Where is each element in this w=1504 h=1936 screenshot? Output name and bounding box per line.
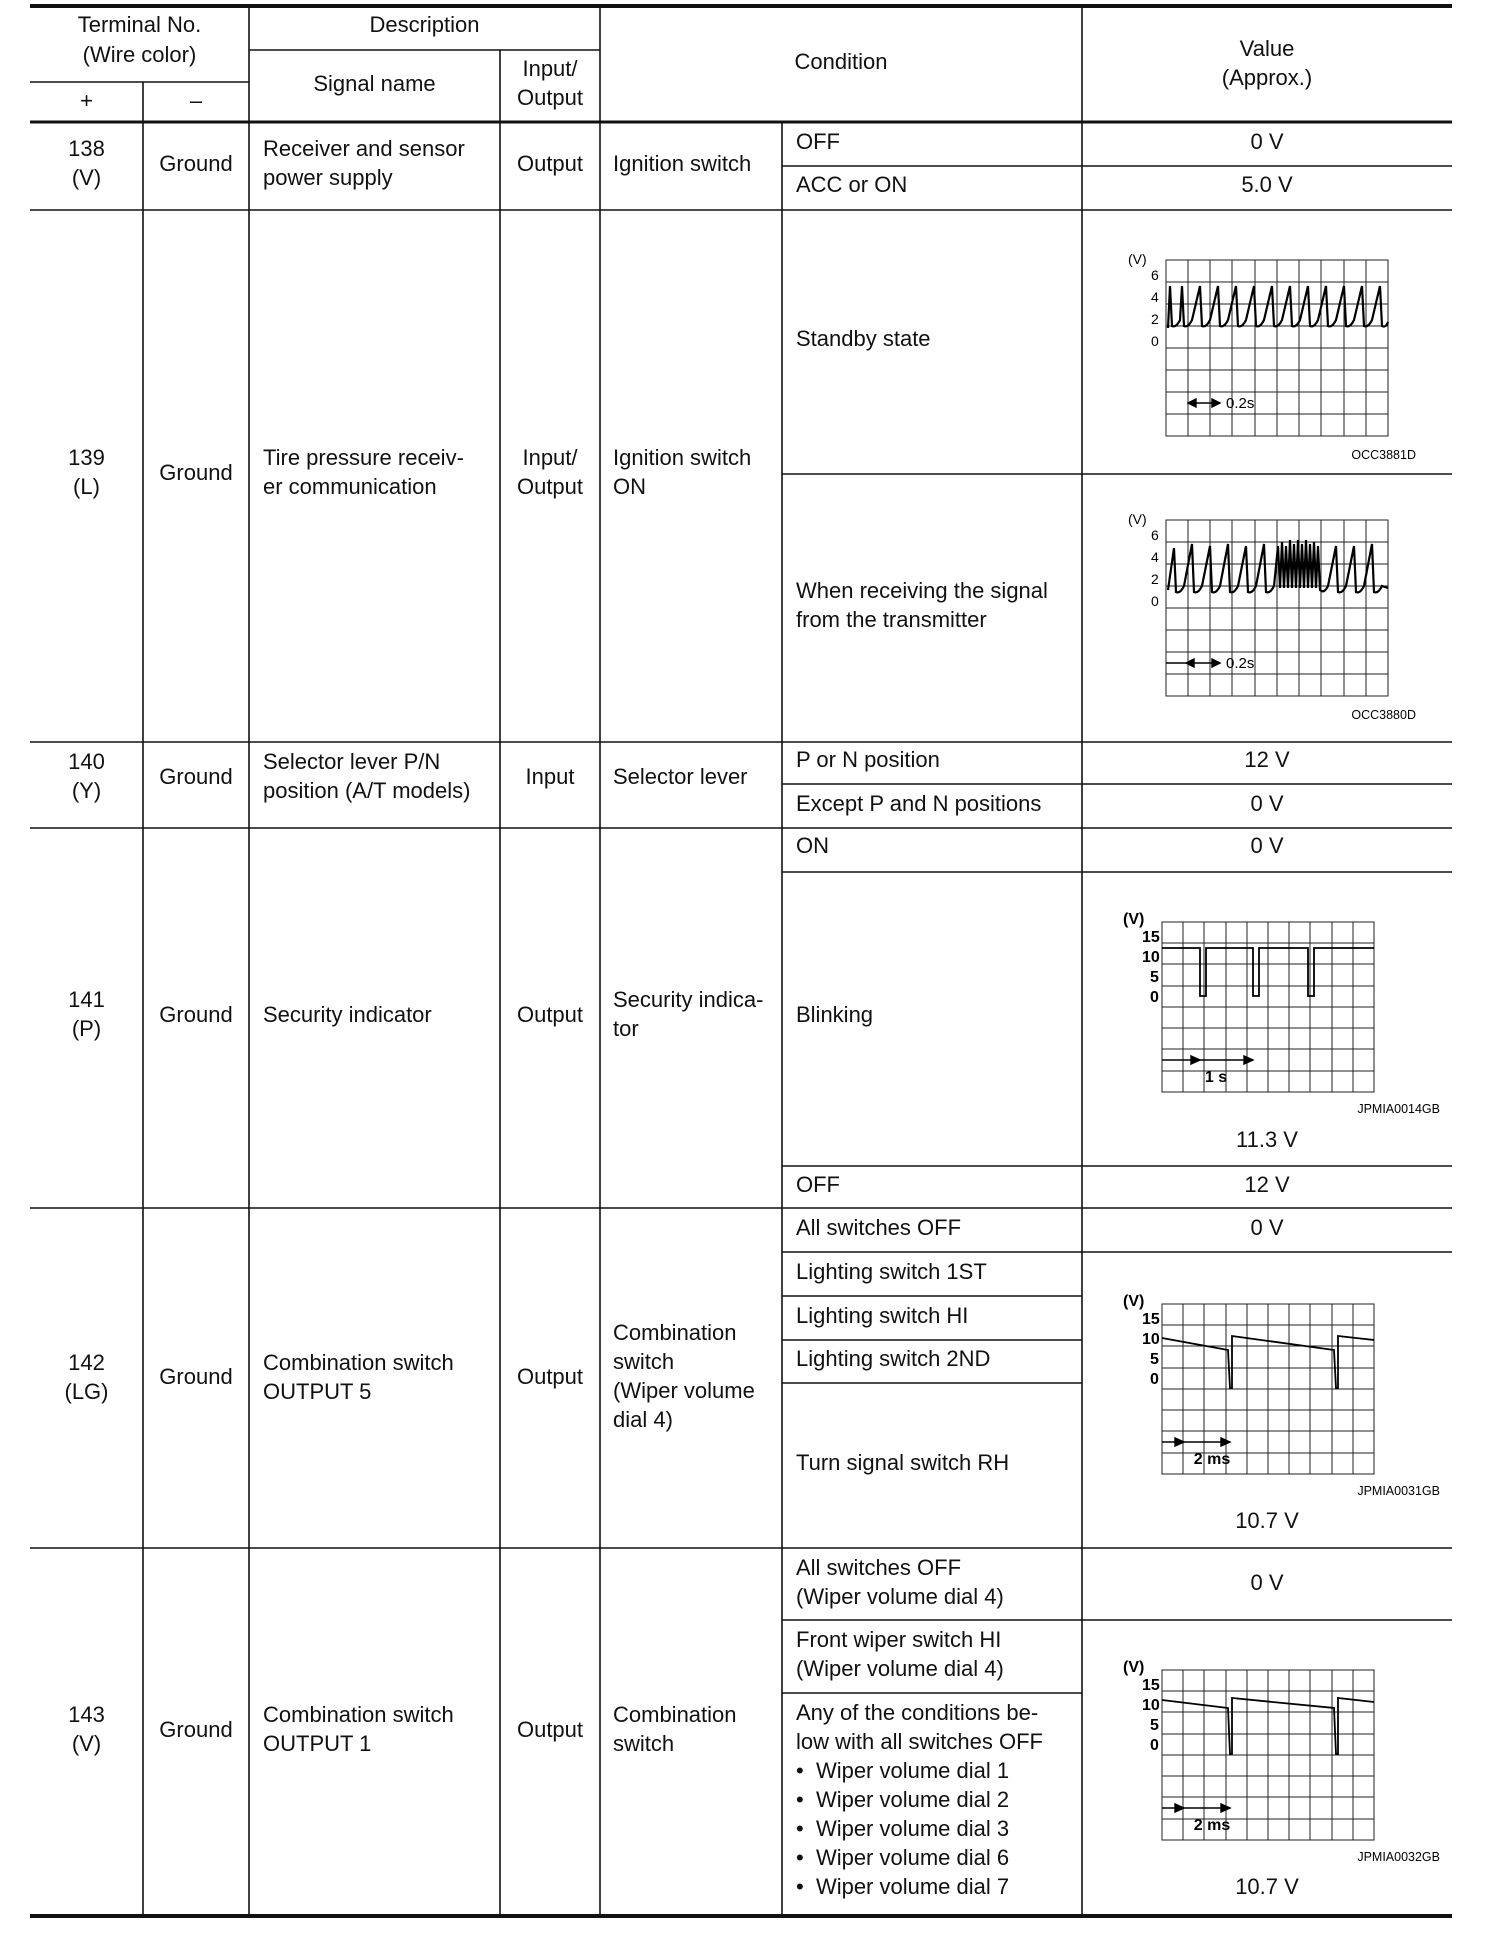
figure-id: OCC3880D (1351, 708, 1416, 722)
scope-tick: 6 (1151, 267, 1159, 283)
sub-condition: low with all switches OFF (796, 1729, 1043, 1754)
waveform-trace (1168, 540, 1388, 592)
ground-label: Ground (159, 764, 233, 789)
time-scale-arrow (1162, 1804, 1230, 1812)
value-text: 12 V (1244, 1172, 1290, 1197)
scope-unit: (V) (1123, 1659, 1145, 1676)
sub-condition: (Wiper volume dial 4) (796, 1584, 1004, 1609)
scope-tick: 10 (1142, 1331, 1160, 1348)
oscilloscope-output1 (1120, 1658, 1445, 1868)
bullet-item (796, 1872, 1009, 1901)
scope-grid (1162, 1304, 1374, 1474)
wire-color: (V) (71, 165, 102, 190)
bullet-item (796, 1756, 1009, 1785)
bullet-dot: • (796, 1758, 816, 1783)
time-scale-label: 2 ms (1193, 1451, 1231, 1468)
terminal-number: 138 (68, 136, 105, 161)
value-text: 0 V (1250, 129, 1284, 154)
time-scale-arrow (1166, 659, 1220, 667)
bullet-text: Wiper volume dial 2 (815, 1787, 1010, 1812)
figure-id: JPMIA0014GB (1357, 1102, 1440, 1116)
scope-tick: 5 (1150, 1717, 1159, 1734)
terminal-number: 141 (68, 987, 105, 1012)
condition-label: ON (613, 474, 646, 499)
bullet-item (796, 1814, 1009, 1843)
sub-condition: Standby state (796, 326, 931, 351)
header-condition: Condition (794, 49, 888, 74)
bullet-item (796, 1843, 1009, 1872)
scope-tick: 0 (1150, 1737, 1159, 1754)
sub-condition: (Wiper volume dial 4) (796, 1656, 1004, 1681)
signal-name-line: Combination switch (263, 1702, 454, 1727)
wire-color: (Y) (71, 778, 102, 803)
scope-tick: 0 (1150, 1371, 1159, 1388)
header-terminal-no: Terminal No. (77, 12, 202, 37)
sub-condition: Front wiper switch HI (796, 1627, 1002, 1652)
sub-condition: OFF (796, 1172, 840, 1197)
time-scale-arrow (1162, 1056, 1253, 1064)
oscilloscope-output5 (1120, 1292, 1445, 1502)
sub-condition: ON (796, 833, 829, 858)
condition-label: switch (613, 1349, 675, 1374)
sub-condition: OFF (796, 129, 840, 154)
terminal-number: 143 (68, 1702, 105, 1727)
sub-condition: When receiving the signal (796, 578, 1048, 603)
signal-name-line: er communication (263, 474, 437, 499)
condition-label: Security indica- (613, 987, 764, 1012)
signal-name-line: OUTPUT 1 (263, 1731, 372, 1756)
io-label: Input (525, 764, 575, 789)
header-plus: + (80, 88, 93, 113)
scope-tick: 2 (1151, 311, 1159, 327)
io-label: Output (516, 1717, 584, 1742)
sub-condition: All switches OFF (796, 1555, 962, 1580)
bullet-dot: • (796, 1816, 816, 1841)
waveform-trace (1168, 286, 1388, 328)
ground-label: Ground (159, 151, 233, 176)
io-label: Input/ (522, 445, 578, 470)
signal-name-line: Security indicator (263, 1002, 432, 1027)
figure-id: JPMIA0032GB (1357, 1850, 1440, 1864)
bullet-dot: • (796, 1874, 816, 1899)
value-text: 0 V (1250, 791, 1284, 816)
time-scale-arrow (1162, 1438, 1230, 1446)
signal-name-line: power supply (263, 165, 393, 190)
time-scale-arrow (1188, 399, 1220, 407)
sub-condition: from the transmitter (796, 607, 987, 632)
header-description: Description (369, 12, 480, 37)
time-scale-label: 2 ms (1193, 1817, 1231, 1834)
header-value-1: Value (1239, 36, 1295, 61)
time-scale-label: 0.2s (1226, 655, 1255, 672)
header-value-2: (Approx.) (1221, 65, 1313, 90)
bullet-text: Wiper volume dial 1 (815, 1758, 1010, 1783)
ground-label: Ground (159, 1002, 233, 1027)
condition-label: Combination (613, 1320, 737, 1345)
terminal-number: 142 (68, 1350, 105, 1375)
scope-grid (1162, 1670, 1374, 1840)
io-label: Output (516, 151, 584, 176)
signal-name-line: Combination switch (263, 1350, 454, 1375)
header-wire-color: (Wire color) (82, 42, 197, 67)
sub-condition: Blinking (796, 1002, 874, 1027)
sub-condition: Lighting switch HI (796, 1303, 969, 1328)
signal-name-line: OUTPUT 5 (263, 1379, 372, 1404)
condition-label: Ignition switch (613, 445, 752, 470)
io-label: Output (516, 1002, 584, 1027)
value-text: 0 V (1250, 1215, 1284, 1240)
condition-label: tor (613, 1016, 639, 1041)
condition-label: Combination (613, 1702, 737, 1727)
bullet-text: Wiper volume dial 6 (815, 1845, 1010, 1870)
sub-condition: Except P and N positions (796, 791, 1042, 816)
io-label: Output (516, 474, 584, 499)
scope-tick: 0 (1151, 333, 1159, 349)
signal-name-line: Receiver and sensor (263, 136, 465, 161)
signal-name-line: Selector lever P/N (263, 749, 441, 774)
scope-tick: 4 (1151, 549, 1159, 565)
scope-tick: 15 (1142, 1677, 1160, 1694)
value-text: 12 V (1244, 747, 1290, 772)
oscilloscope-receiving (1120, 510, 1420, 728)
header-io-2: Output (516, 85, 584, 110)
bullet-dot: • (796, 1787, 816, 1812)
condition-label: (Wiper volume (613, 1378, 755, 1403)
bullet-item (796, 1785, 1009, 1814)
bullet-text: Wiper volume dial 7 (815, 1874, 1010, 1899)
sub-condition: Any of the conditions be- (796, 1700, 1039, 1725)
sub-condition: All switches OFF (796, 1215, 962, 1240)
scope-tick: 5 (1150, 1351, 1159, 1368)
scope-unit: (V) (1123, 1293, 1145, 1310)
condition-label: switch (613, 1731, 675, 1756)
sub-condition: P or N position (796, 747, 940, 772)
header-signal-name: Signal name (313, 71, 436, 96)
scope-tick: 15 (1142, 929, 1160, 946)
value-text: 10.7 V (1235, 1508, 1299, 1533)
signal-name-line: position (A/T models) (263, 778, 471, 803)
bullet-text: Wiper volume dial 3 (815, 1816, 1010, 1841)
sub-condition: Lighting switch 2ND (796, 1346, 991, 1371)
value-text: 11.3 V (1236, 1127, 1298, 1152)
header-io-1: Input/ (522, 56, 578, 81)
scope-tick: 0 (1151, 593, 1159, 609)
sub-condition: Turn signal switch RH (796, 1450, 1010, 1475)
value-text: 5.0 V (1241, 172, 1293, 197)
figure-id: JPMIA0031GB (1357, 1484, 1440, 1498)
scope-tick: 4 (1151, 289, 1159, 305)
value-text: 0 V (1250, 833, 1284, 858)
scope-unit: (V) (1123, 911, 1145, 928)
sub-condition: ACC or ON (796, 172, 908, 197)
condition-label: Selector lever (613, 764, 748, 789)
value-text: 10.7 V (1235, 1874, 1299, 1899)
oscilloscope-blinking (1120, 910, 1445, 1120)
scope-unit: (V) (1128, 511, 1147, 527)
ground-label: Ground (159, 1717, 233, 1742)
sub-condition: Lighting switch 1ST (796, 1259, 987, 1284)
wire-color: (L) (73, 474, 100, 499)
bullet-dot: • (796, 1845, 816, 1870)
scope-tick: 5 (1150, 969, 1159, 986)
wire-color: (V) (71, 1731, 102, 1756)
scope-tick: 2 (1151, 571, 1159, 587)
scope-tick: 10 (1142, 949, 1160, 966)
signal-name-line: Tire pressure receiv- (263, 445, 464, 470)
scope-tick: 6 (1151, 527, 1159, 543)
wire-color: (LG) (64, 1379, 109, 1404)
ground-label: Ground (159, 1364, 233, 1389)
figure-id: OCC3881D (1351, 448, 1416, 462)
scope-tick: 0 (1150, 989, 1159, 1006)
terminal-number: 140 (68, 749, 105, 774)
header-minus: – (189, 88, 203, 113)
wire-color: (P) (71, 1016, 102, 1041)
scope-unit: (V) (1128, 251, 1147, 267)
scope-tick: 15 (1142, 1311, 1160, 1328)
terminal-number: 139 (68, 445, 105, 470)
condition-label: dial 4) (613, 1407, 673, 1432)
oscilloscope-standby (1120, 250, 1420, 468)
time-scale-label: 0.2s (1226, 395, 1255, 412)
io-label: Output (516, 1364, 584, 1389)
condition-label: Ignition switch (613, 151, 752, 176)
scope-tick: 10 (1142, 1697, 1160, 1714)
time-scale-label: 1 s (1204, 1069, 1228, 1086)
value-text: 0 V (1250, 1570, 1284, 1595)
ground-label: Ground (159, 460, 233, 485)
